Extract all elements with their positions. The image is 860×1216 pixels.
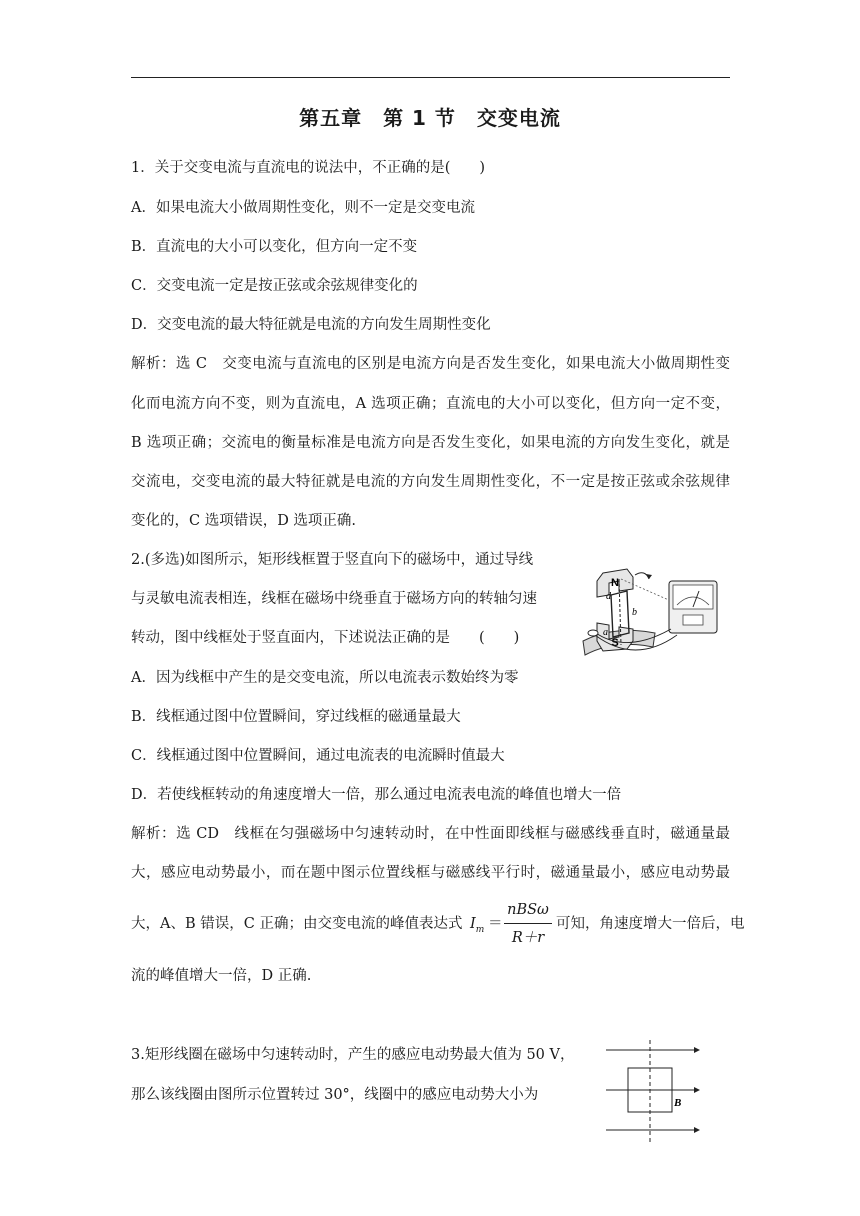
q1-option-d: D．交变电流的最大特征就是电流的方向发生周期性变化 bbox=[131, 317, 491, 333]
q2-analysis-line: 解析：选 CD 线框在匀强磁场中匀速转动时，在中性面即线框与磁感线垂直时，磁通量最 bbox=[131, 826, 730, 842]
magnet-s-label: S bbox=[611, 637, 619, 649]
magnet-n-label: N bbox=[611, 577, 619, 589]
q1-option-c: C．交变电流一定是按正弦或余弦规律变化的 bbox=[131, 278, 418, 294]
q2-option-d: D．若使线框转动的角速度增大一倍，那么通过电流表电流的峰值也增大一倍 bbox=[131, 787, 622, 803]
header-rule bbox=[131, 77, 730, 78]
q2-option-a: A．因为线框中产生的是交变电流，所以电流表示数始终为零 bbox=[131, 670, 519, 686]
formula-fraction-bar bbox=[504, 923, 552, 924]
coil-label-b: b bbox=[632, 607, 637, 618]
q1-option-a: A．如果电流大小做周期性变化，则不一定是交变电流 bbox=[131, 200, 475, 216]
q1-analysis-line: 化而电流方向不变，则为直流电，A 选项正确；直流电的大小可以变化，但方向一定不变， bbox=[131, 396, 730, 412]
q1-stem: 1．关于交变电流与直流电的说法中，不正确的是( ) bbox=[131, 160, 486, 176]
q1-analysis-line: 变化的，C 选项错误，D 选项正确. bbox=[131, 513, 357, 529]
q2-stem-line: 转动，图中线框处于竖直面内，下述说法正确的是 ( ) bbox=[131, 630, 520, 646]
formula-lhs: $I_m$ bbox=[470, 916, 485, 935]
q2-stem-line: 2.(多选)如图所示，矩形线框置于竖直向下的磁场中，通过导线 bbox=[131, 552, 534, 568]
q2-analysis-formula-before: 大，A、B 错误，C 正确；由交变电流的峰值表达式 bbox=[131, 916, 463, 932]
formula-denominator: R＋r bbox=[511, 930, 545, 946]
formula-numerator: nBSω bbox=[507, 902, 549, 918]
q2-option-c: C．线框通过图中位置瞬间，通过电流表的电流瞬时值最大 bbox=[131, 748, 505, 764]
formula-equals: ＝ bbox=[488, 916, 503, 932]
q1-option-b: B．直流电的大小可以变化，但方向一定不变 bbox=[131, 239, 418, 255]
q2-analysis-last: 流的峰值增大一倍，D 正确. bbox=[131, 968, 312, 984]
q2-analysis-formula-after: 可知，角速度增大一倍后，电 bbox=[556, 916, 745, 932]
q3-stem-line: 那么该线圈由图所示位置转过 30°，线圈中的感应电动势大小为 bbox=[131, 1087, 539, 1103]
coil-field-figure bbox=[604, 1040, 700, 1144]
page-title: 第五章 第 1 节 交变电流 bbox=[299, 106, 561, 130]
coil-label-d: d bbox=[606, 591, 611, 602]
q2-analysis-line: 大，感应电动势最小，而在题中图示位置线框与磁感线平行时，磁通量最小，感应电动势最 bbox=[131, 865, 730, 881]
coil-label-a: a bbox=[603, 627, 608, 638]
q1-analysis-line: 交流电，交变电流的最大特征就是电流的方向发生周期性变化，不一定是按正弦或余弦规律 bbox=[131, 474, 730, 490]
q2-stem-line: 与灵敏电流表相连，线框在磁场中绕垂直于磁场方向的转轴匀速 bbox=[131, 591, 537, 607]
q1-analysis-line: 解析：选 C 交变电流与直流电的区别是电流方向是否发生变化，如果电流大小做周期性变 bbox=[131, 356, 730, 372]
q3-stem-line: 3.矩形线圈在磁场中匀速转动时，产生的感应电动势最大值为 50 V， bbox=[131, 1047, 575, 1063]
q1-analysis-line: B 选项正确；交流电的衡量标准是电流方向是否发生变化，如果电流的方向发生变化，就是 bbox=[131, 435, 730, 451]
generator-figure bbox=[575, 555, 735, 673]
field-label-b: B bbox=[674, 1097, 682, 1109]
q2-option-b: B．线框通过图中位置瞬间，穿过线框的磁通量最大 bbox=[131, 709, 461, 725]
